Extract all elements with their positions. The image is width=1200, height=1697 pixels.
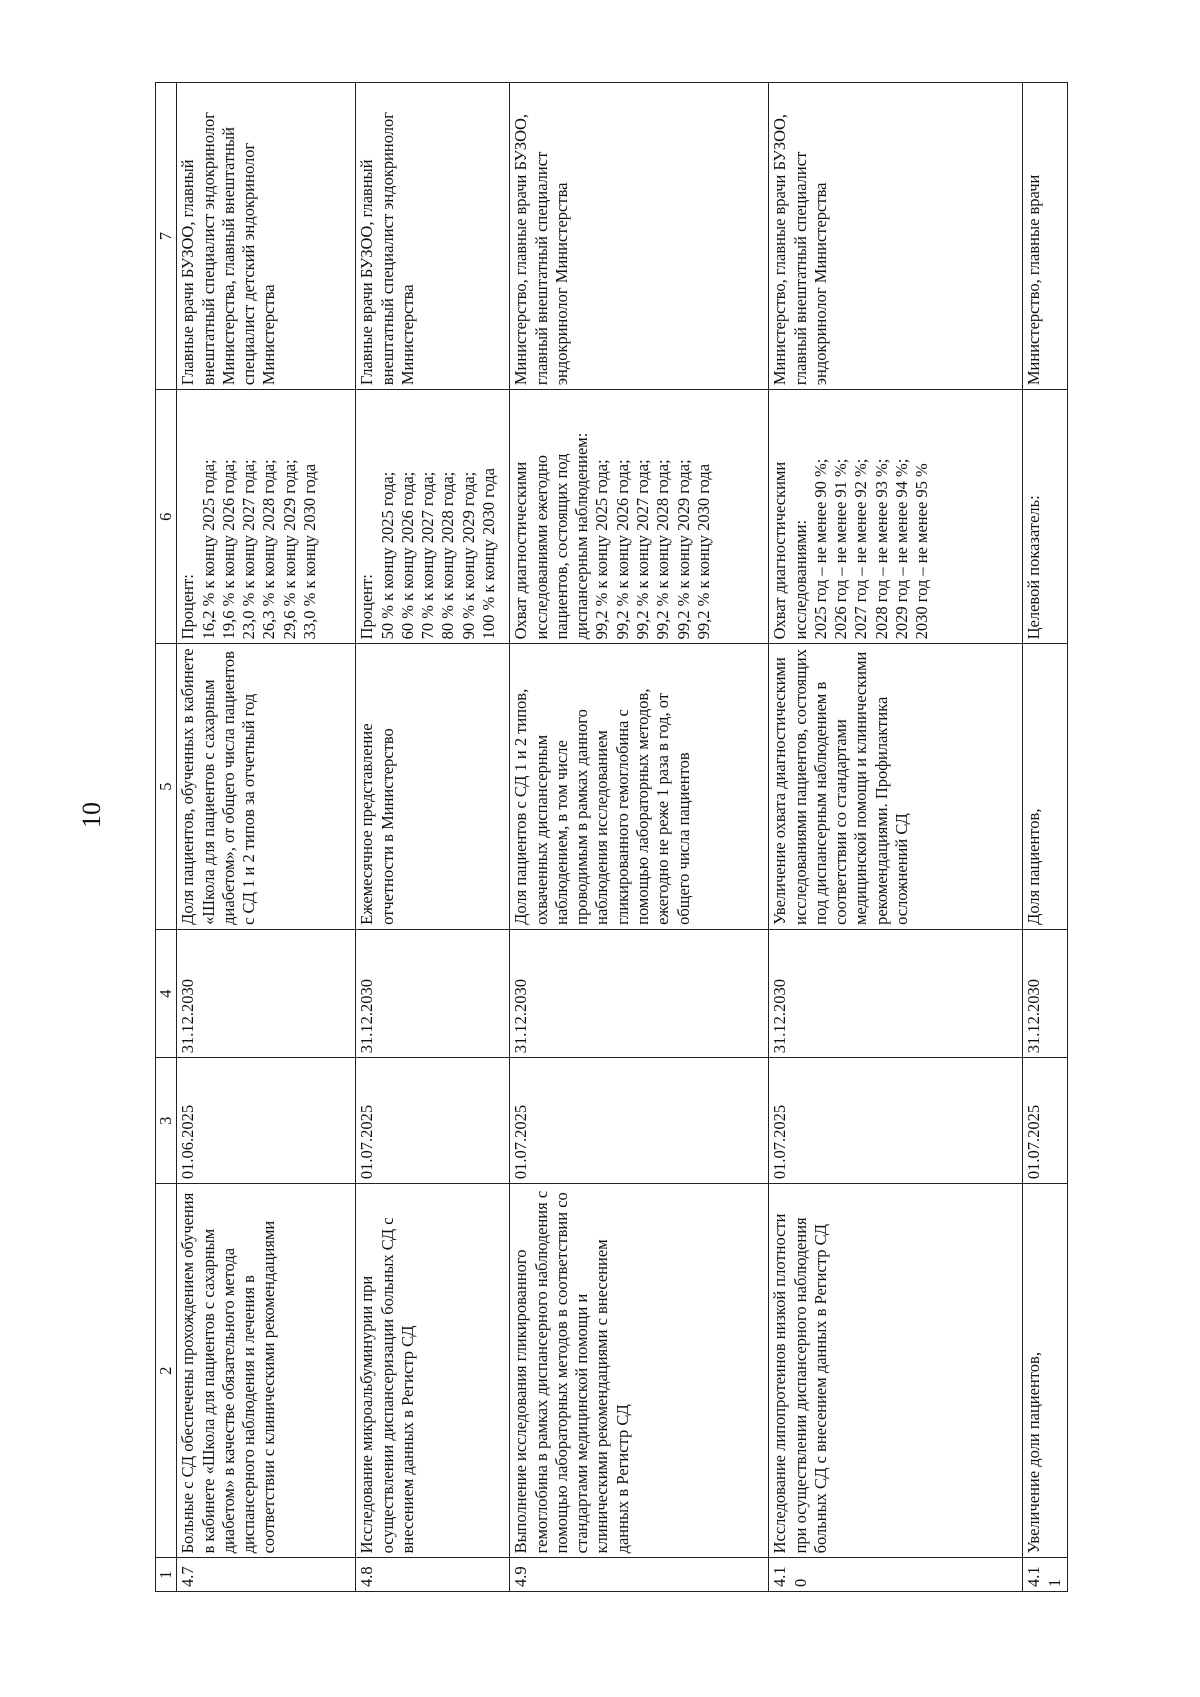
event-cell: Выполнение исследования гликированного гемоглобина в рамках диспансерного наблюдения с помощью лабораторных методов в соответствии со стандартами медицинской помощи и клиническими рекомендациями с внесением данных в Регистр СД [510, 1184, 769, 1558]
table-row [177, 83, 356, 1592]
start-date-cell: 01.07.2025 [769, 1058, 1023, 1184]
start-date-cell: 01.07.2025 [510, 1058, 769, 1184]
responsible-cell: Министерство, главные врачи БУЗОО, главный внештатный специалист эндокринолог Министерства [510, 83, 769, 390]
header-cell: 4 [156, 929, 177, 1057]
table-row [356, 83, 510, 1592]
event-cell: Исследование липопротеинов низкой плотности при осуществлении диспансерного наблюдения больных СД с внесением данных в Регистр СД [769, 1184, 1023, 1558]
event-cell: Исследование микроальбуминурии при осуществлении диспансеризации больных СД с внесением данных в Регистр СД [356, 1184, 510, 1558]
result-cell: Увеличение охвата диагностическими исследованиями пациентов, состоящих под диспансерным наблюдением в соответствии со стандартами медицинской помощи и клиническими рекомендациями. Профилактика осложнений СД [769, 644, 1023, 929]
indicator-cell: Процент: 50 % к концу 2025 года; 60 % к концу 2026 года; 70 % к концу 2027 года; 80 % к концу 2028 года; 90 % к концу 2029 года; 100 % к концу 2030 года [356, 390, 510, 644]
indicator-cell: Охват диагностическими исследованиями: 2025 год – не менее 90 %; 2026 год – не менее 91 %; 2027 год – не менее 92 %; 2028 год – не менее 93 %; 2029 год – не менее 94 %; 2030 год – не менее 95 % [769, 390, 1023, 644]
responsible-cell: Министерство, главные врачи [1023, 83, 1068, 390]
event-cell: Больные с СД обеспечены прохождением обучения в кабинете «Школа для пациентов с сахарным диабетом» в качестве обязательного метода диспансерного наблюдения и лечения в соответствии с клиническими рекомендациями [177, 1184, 356, 1558]
header-cell: 3 [156, 1058, 177, 1184]
end-date-cell: 31.12.2030 [356, 929, 510, 1057]
responsible-cell: Главные врачи БУЗОО, главный внештатный специалист эндокринолог Министерства [356, 83, 510, 390]
result-cell: Доля пациентов с СД 1 и 2 типов, охваченных диспансерным наблюдением, в том числе проводимым в рамках данного наблюдения исследованием гликированного гемоглобина с помощью лабораторных методов, ежегодно не реже 1 раза в год, от общего числа пациентов [510, 644, 769, 929]
plan-table [155, 82, 1068, 1592]
row-number: 4.7 [177, 1558, 356, 1592]
responsible-cell: Главные врачи БУЗОО, главный внештатный специалист эндокринолог Министерства, главный внештатный специалист детский эндокринолог Министерства [177, 83, 356, 390]
row-number: 4.11 [1023, 1558, 1068, 1592]
header-cell: 7 [156, 83, 177, 390]
table-row [1023, 83, 1068, 1592]
plan-table-container [155, 82, 1064, 1592]
indicator-cell: Целевой показатель: [1023, 390, 1068, 644]
indicator-cell: Процент: 16,2 % к концу 2025 года; 19,6 % к концу 2026 года; 23,0 % к концу 2027 года; 26,3 % к концу 2028 года; 29,6 % к концу 2029 года; 33,0 % к концу 2030 года [177, 390, 356, 644]
row-number: 4.8 [356, 1558, 510, 1592]
end-date-cell: 31.12.2030 [510, 929, 769, 1057]
event-cell: Увеличение доли пациентов, [1023, 1184, 1068, 1558]
table-row [510, 83, 769, 1592]
row-number: 4.10 [769, 1558, 1023, 1592]
header-cell: 1 [156, 1558, 177, 1592]
header-cell: 5 [156, 644, 177, 929]
end-date-cell: 31.12.2030 [177, 929, 356, 1057]
indicator-cell: Охват диагностическими исследованиями ежегодно пациентов, состоящих под диспансерным наблюдением: 99,2 % к концу 2025 года; 99,2 % к концу 2026 года; 99,2 % к концу 2027 года; 99,2 % к концу 2028 года; 99,2 % к концу 2029 года; 99,2 % к концу 2030 года [510, 390, 769, 644]
start-date-cell: 01.07.2025 [1023, 1058, 1068, 1184]
page-number: 10 [77, 802, 106, 828]
responsible-cell: Министерство, главные врачи БУЗОО, главный внештатный специалист эндокринолог Министерства [769, 83, 1023, 390]
header-cell: 6 [156, 390, 177, 644]
header-row [156, 83, 177, 1592]
result-cell: Доля пациентов, [1023, 644, 1068, 929]
result-cell: Доля пациентов, обученных в кабинете «Школа для пациентов с сахарным диабетом», от общего числа пациентов с СД 1 и 2 типов за отчетный год [177, 644, 356, 929]
start-date-cell: 01.07.2025 [356, 1058, 510, 1184]
table-row [769, 83, 1023, 1592]
header-cell: 2 [156, 1184, 177, 1558]
start-date-cell: 01.06.2025 [177, 1058, 356, 1184]
row-number: 4.9 [510, 1558, 769, 1592]
end-date-cell: 31.12.2030 [769, 929, 1023, 1057]
result-cell: Ежемесячное представление отчетности в Министерство [356, 644, 510, 929]
end-date-cell: 31.12.2030 [1023, 929, 1068, 1057]
